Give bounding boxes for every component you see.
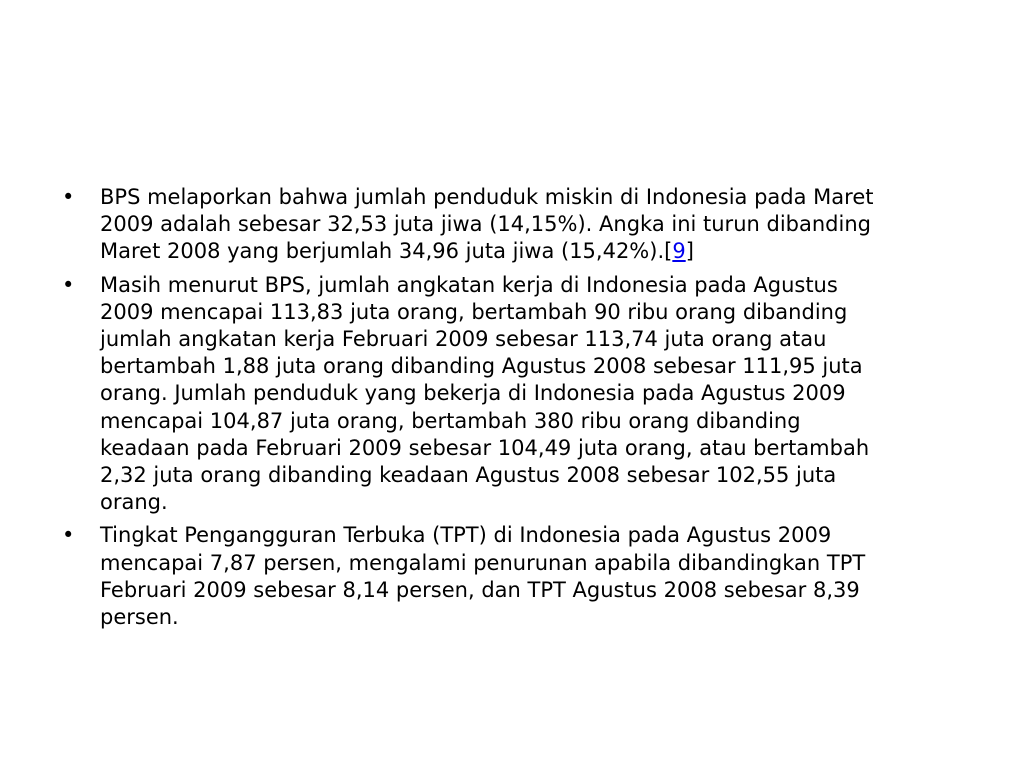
- bullet-icon: •: [62, 185, 75, 209]
- bullet-icon: •: [62, 523, 75, 548]
- text-line: Maret 2008 yang berjumlah 34,96 juta jiwa (15,42%).[: [100, 239, 673, 264]
- text-line: BPS melaporkan bahwa jumlah penduduk miskin di Indonesia pada Maret: [100, 185, 874, 209]
- bullet-icon: •: [62, 272, 75, 297]
- bullet-list: [62, 184, 962, 637]
- text-line: orang. Jumlah penduduk yang bekerja di Indonesia pada Agustus 2009: [100, 381, 846, 406]
- text-line: Februari 2009 sebesar 8,14 persen, dan TPT Agustus 2008 sebesar 8,39: [100, 577, 860, 602]
- text-line: persen.: [100, 605, 179, 630]
- text-line: 2,32 juta orang dibanding keadaan Agustus 2008 sebesar 102,55 juta: [100, 463, 837, 488]
- text-line: 2009 mencapai 113,83 juta orang, bertambah 90 ribu orang dibanding: [100, 299, 848, 324]
- text-line: 2009 adalah sebesar 32,53 juta jiwa (14,15%). Angka ini turun dibanding: [100, 212, 871, 237]
- bullet-item-poverty: [62, 184, 962, 266]
- text-line: bertambah 1,88 juta orang dibanding Agustus 2008 sebesar 111,95 juta: [100, 354, 863, 379]
- bullet-item-labor-force: [62, 272, 962, 517]
- text-line: Masih menurut BPS, jumlah angkatan kerja di Indonesia pada Agustus: [100, 272, 838, 297]
- bullet-text: [100, 522, 962, 631]
- text-line: mencapai 7,87 persen, mengalami penurunan apabila dibandingkan TPT: [100, 550, 866, 575]
- bullet-text: [100, 184, 962, 266]
- text-line: keadaan pada Februari 2009 sebesar 104,49 juta orang, atau bertambah: [100, 435, 870, 460]
- text-line: ]: [685, 239, 694, 264]
- text-line: orang.: [100, 490, 168, 515]
- bullet-item-unemployment: [62, 522, 962, 631]
- text-line: mencapai 104,87 juta orang, bertambah 380 ribu orang dibanding: [100, 408, 801, 433]
- reference-link[interactable]: 9: [672, 239, 686, 264]
- text-line: Tingkat Pengangguran Terbuka (TPT) di Indonesia pada Agustus 2009: [100, 523, 832, 548]
- bullet-text: [100, 272, 962, 517]
- text-line: jumlah angkatan kerja Februari 2009 sebesar 113,74 juta orang atau: [100, 327, 827, 352]
